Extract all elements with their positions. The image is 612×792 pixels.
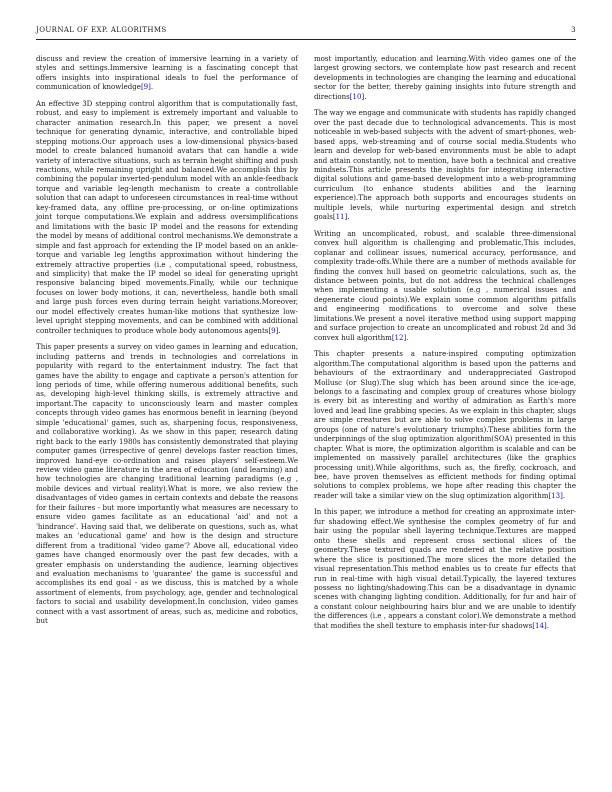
paragraph: In this paper, we introduce a method for creating an approximate inter-fur shadowing effect.We synthesise the complex geometry of fur and hair using the popular shell layering technique.Textures are mapped onto these shells and represent cross sectional slices of the geometry.These textured quads are rendered at the relative position where the slice is positioned.The more slices the more detailed the visual representation.This method enables us to create fur effects that run in real-time with high visual detail.Typically, the layered textures possess no lighting/shadowing.This can be a disadvantage in dynamic scenes with changing lighting condition. Additionally, for fur and hair of a constant colour neighbouring hairs blur and we are unable to identify the differences (i.e , appears a constant color).We demonstrate a method that modifies the shell texture to emphasis inter-fur shadows[14]. [314, 507, 576, 630]
left-column [36, 54, 298, 633]
journal-title: JOURNAL OF EXP. ALGORITHMS [36, 26, 167, 34]
paragraph: An effective 3D stepping control algorithm that is computationally fast, robust, and easy to implement is extremely important and valuable to character animation research.In this paper, we present a novel technique for generating dynamic, interactive, and controllable biped stepping motions.Our approach uses a low-dimensional physics-based model to create balanced humanoid avatars that can handle a wide variety of interactive situations, such as terrain height shifting and push reactions, while remaining upright and balanced.We accomplish this by combining the popular inverted-pendulum model with an ankle-feedback torque and variable leg-length mechanism to create a controllable solution that can adapt to unforeseen circumstances in real-time without key-framed data, any offline pre-processing, or on-line optimizations joint torque computations.We explain and address oversimplifications and limitations with the basic IP model and the reasons for extending the model by means of additional control mechanisms.We demonstrate a simple and fast approach for extending the IP model based on an ankle-torque and variable leg lengths approximation without hindering the extremely attractive properties (i.e , computational speed, robustness, and simplicity) that make the IP model so ideal for generating upright responsive balancing biped movements.Finally, while our technique focuses on lower body motions, it can, nevertheless, handle both small and large push forces even during terrain height variations.Moreover, our model effectively creates human-like motions that synthesize low-level upright stepping movements, and can be combined with additional controller techniques to produce whole body autonomous agents[9]. [36, 98, 298, 335]
citation-link[interactable]: [14] [532, 620, 547, 630]
citation-link[interactable]: [12] [391, 332, 407, 342]
paragraph: Writing an uncomplicated, robust, and scalable three-dimensional convex hull algorithm is challenging and problematic.This includes, coplanar and collinear issues, numerical accuracy, performance, and complexity trade-offs.While there are a number of methods available for finding the convex hull based on geometric calculations, such as, the distance between points, but do not address the technical challenges when implementing a usable solution (e.g , numerical issues and degenerate cloud points).We explain some common algorithm pitfalls and engineering modifications to overcome and solve these limitations.We present a novel iterative method using support mapping and surface projection to create an uncomplicated and robust 2d and 3d convex hull algorithm[12]. [314, 228, 576, 342]
citation-link[interactable]: [11] [332, 212, 348, 222]
header-rule [36, 39, 576, 40]
paragraph: discuss and review the creation of immersive learning in a variety of styles and settings.Immersive learning is a fascinating concept that offers insights into inspirational ideals to fuel the performance of communication of knowledge[9]. [36, 54, 298, 92]
citation-link[interactable]: [9] [140, 82, 151, 92]
paragraph: This paper presents a survey on video games in learning and education, including patterns and trends in technologies and correlations in popularity with regard to the entertainment industry. The fact that games have the ability to engage and captivate a person's attention for long periods of time, while offering numerous additional benefits, such as, developing high-level thinking skills, is extremely attractive and important.The capacity to unconsciously learn and master complex concepts through video games has enormous benefit in learning (beyond simple 'educational' games, such as, sharpening focus, responsiveness, and collaborative working). As we show in this paper, research dating right back to the early 1980s has consistently demonstrated that playing computer games (irrespective of genre) develops faster reaction times, improved hand-eye co-ordination and raises players' self-esteem.We review video game literature in the area of education (and learning) and how technologies are changing traditional learning paradigms (e.g , mobile devices and virtual reality).What is more, we also review the disadvantages of video games in certain contexts and debate the reasons for their failures - but more importantly what measures are necessary to ensure video games facilitate as an educational 'aid' and not a 'hindrance'. Having said that, we deliberate on questions, such as, what makes an 'educational game' and how is the design and structure different from a traditional 'video game'? Above all, educational video games have changed enormously over the past few decades, with a greater emphasis on understanding the audience, learning objectives and evaluation mechanisms to 'guarantee' the game is successful and accomplishes its end goal - as we discuss, this is matched by a whole assortment of elements, from psychology, age, gender and technological factors to social and usability development.In conclusion, video games connect with a vast assortment of areas, such as, medicine and robotics, but [36, 342, 298, 626]
paragraph: This chapter presents a nature-inspired computing optimization algorithm.The computational algorithm is based upon the patterns and behaviours of the extraordinary and underappreciated Gastropod Mollusc (or Slug).The slug which has been around since the ice-age, belongs to a fascinating and complex group of creatures whose biology is every bit as interesting and worthy of admiration as Earth's more loved and lead line grabbing species. As we explain in this chapter, slugs are simple creatures but are able to solve complex problems in large groups (one of nature's evolutionary triumphs).These abilities form the underpinnings of the slug optimization algorithm(SOA) presented in this chapter. What is more, the optimization algorithm is scalable and can be implemented on massively parallel architectures (like the graphics processing unit).While algorithms, such as, the firefly, cockroach, and bee, have proven themselves as efficient methods for finding optimal solutions to complex problems, we hope after reading this chapter the reader will take a similar view on the slug optimization algorithm[13]. [314, 349, 576, 500]
running-header [36, 26, 576, 38]
paragraph: The way we engage and communicate with students has rapidly changed over the past decade due to technological advancements. This is most noticeable in web-based subjects with the advent of smart-phones, web-based apps, web-streaming and of course social media.Students who learn and develop for web-based environments must be able to adapt and attain constantly, not to mention, have both a technical and creative mindsets.This article presents the insights for integrating interactive digital solutions and game-based development into a web-programming curriculum (to enhance students abilities and the learning experience).The approach both supports and encourages students on multiple levels, while nurturing experimental design and stretch goals[11]. [314, 108, 576, 222]
citation-link[interactable]: [9] [268, 325, 279, 335]
right-column [314, 54, 576, 637]
paragraph: most importantly, education and learning.With video games one of the largest growing sectors, we contemplate how past research and recent developments in technologies are changing the learning and educational sector for the better, thereby gaining insights into future strength and directions[10]. [314, 54, 576, 101]
citation-link[interactable]: [13] [548, 490, 563, 500]
citation-link[interactable]: [10] [349, 91, 365, 101]
page-number: 3 [571, 26, 576, 34]
